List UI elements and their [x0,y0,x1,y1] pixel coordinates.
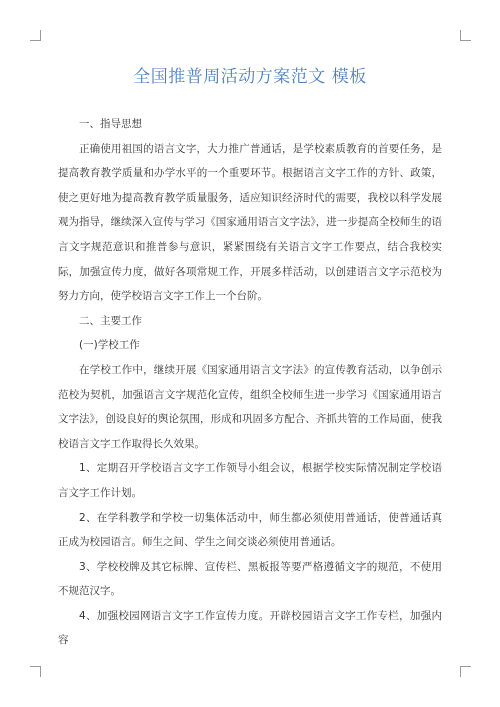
list-item-4: 4、加强校园网语言文字工作宣传力度。开辟校园语言文字工作专栏，加强内容 [58,609,442,647]
paragraph-guiding-ideology: 正确使用祖国的语言文字，大力推广普通话，是学校素质教育的首要任务，是提高教育教学质量和办学水平的一个重要环节。根据语言文字工作的方针、政策，使之更好地为提高教育教学质量服务，适应知识经济时代的需要，我校以科学发展观为指导，继续深入宣传与学习《国家通用语言文字法》，进一步提高全校师生的语言文字规范意识和推普参与意识，紧紧围绕有关语言文字工作要点，结合我校实际，加强宣传力度，做好各项常规工作，开展多样活动，以创建语言文字示范校为努力方向，使学校语言文字工作上一个台阶。 [58,142,442,303]
crop-mark-top-left [30,30,41,41]
list-item-3: 3、学校校牌及其它标牌、宣传栏、黑板报等要严格遵循文字的规范，不使用不规范汉字。 [58,560,442,598]
section-heading-guiding-ideology: 一、指导思想 [79,118,142,130]
document-body [58,112,442,653]
document-title: 全国推普周活动方案范文 模板 [133,67,367,87]
list-item-2: 2、在学科教学和学校一切集体活动中，师生都必须使用普通话，使普通话真正成为校园语言。师生之间、学生之间交谈必须使用普通话。 [58,511,442,549]
crop-mark-top-right [460,30,471,41]
subsection-heading-school-work: (一)学校工作 [79,339,140,352]
paragraph-school-work: 在学校工作中，继续开展《国家通用语言文字法》的宣传教育活动，以争创示范校为契机，加强语言文字规范化宣传，组织全校师生进一步学习《国家通用语言文字法》，创设良好的舆论氛围，形成和巩固多方配合、齐抓共管的工作局面，使我校语言文字工作取得长久效果。 [58,363,442,450]
section-heading-main-work: 二、主要工作 [79,314,142,327]
crop-mark-bottom-left [30,666,41,677]
crop-mark-bottom-right [460,666,471,677]
list-item-1: 1、定期召开学校语言文字工作领导小组会议，根据学校实际情况制定学校语言文字工作计划。 [58,462,442,499]
